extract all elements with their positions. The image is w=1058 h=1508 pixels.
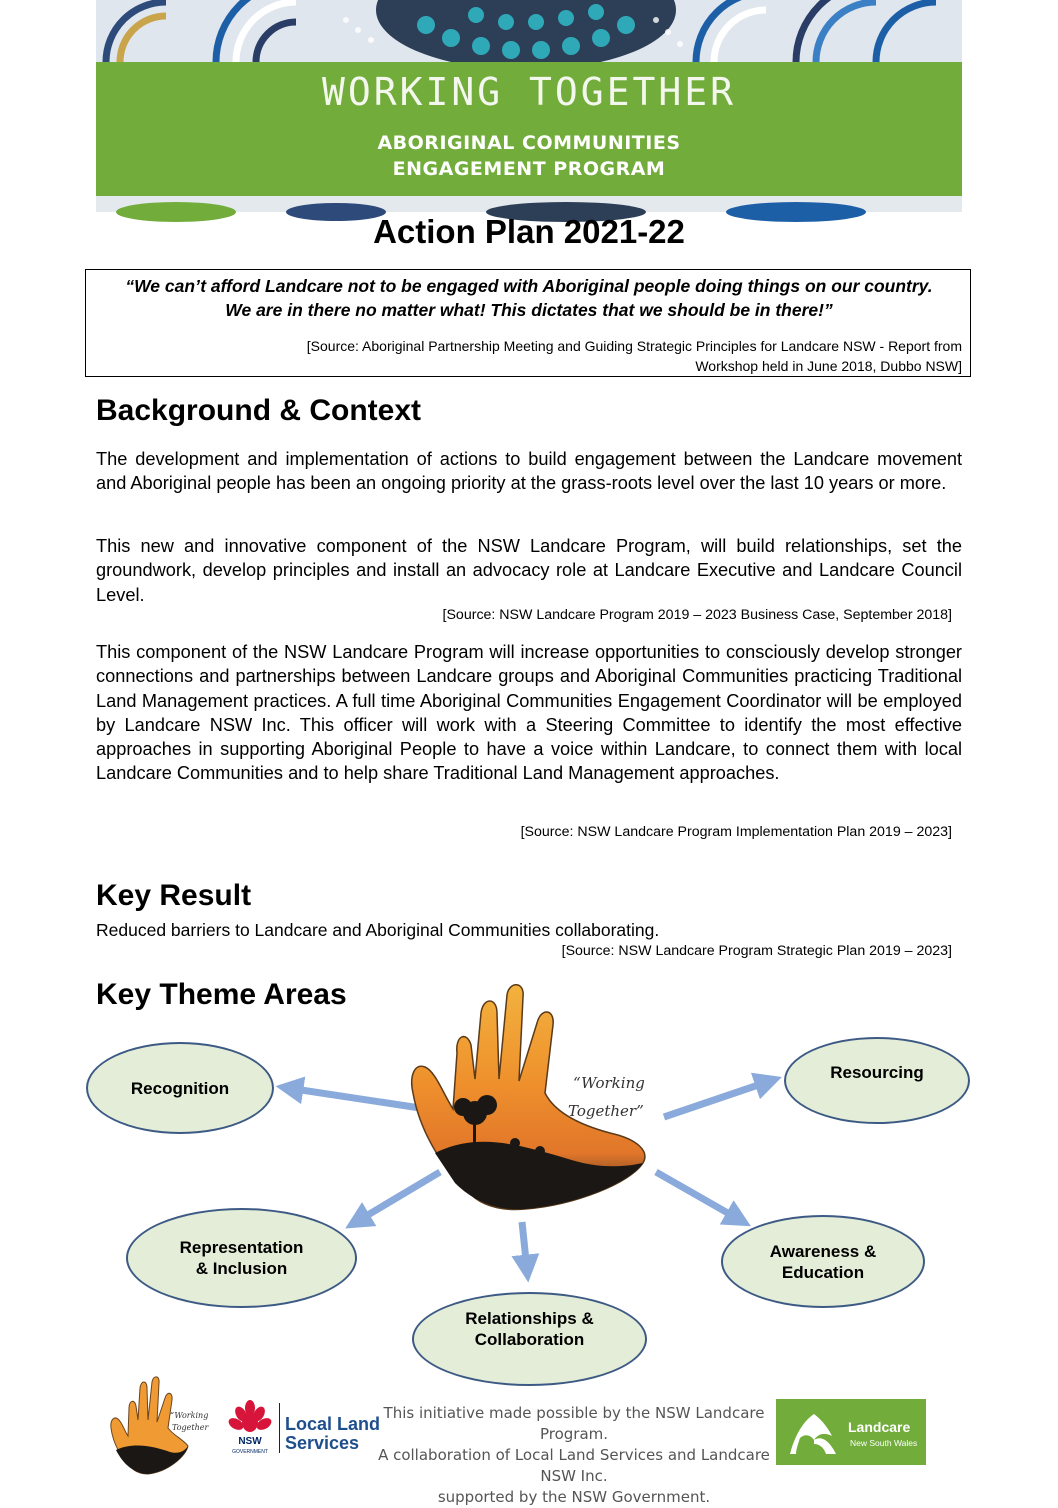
- key-result-source: [Source: NSW Landcare Program Strategic Plan 2019 – 2023]: [561, 943, 952, 959]
- theme-resourcing: [784, 1037, 970, 1124]
- svg-text:“Working: “Working: [170, 1411, 209, 1420]
- quote-text: “We can’t afford Landcare not to be engaged with Aboriginal people doing things on our country. We are in there no matter what! This dictates that we should be in there!”: [125, 276, 933, 320]
- arrow-to-awareness: [656, 1172, 740, 1220]
- background-heading: Background & Context: [96, 394, 422, 427]
- logo-divider: [279, 1403, 280, 1453]
- banner-title: WORKING TOGETHER: [321, 70, 737, 114]
- working-together-logo: [108, 1374, 209, 1476]
- key-result-text: Reduced barriers to Landcare and Aboriginal Communities collaborating.: [96, 920, 660, 940]
- theme-representation-label: Representation & Inclusion: [179, 1238, 304, 1278]
- footer-acknowledgement: [370, 1403, 778, 1508]
- quote-source: [Source: Aboriginal Partnership Meeting and Guiding Strategic Principles for Landcare NSW - Report from Workshop held in June 2018, Dubbo NSW]: [306, 338, 962, 374]
- banner-subtitle-line2: ENGAGEMENT PROGRAM: [392, 158, 666, 180]
- working-together-hand-image: [405, 983, 657, 1217]
- theme-relationships-collaboration: [412, 1292, 647, 1386]
- hand-caption-line2: Together”: [568, 1102, 644, 1120]
- lls-line2: Services: [285, 1433, 360, 1453]
- nsw-label: NSW: [238, 1436, 262, 1447]
- aboriginal-dot-art-top: [96, 0, 962, 62]
- background-source-2: [Source: NSW Landcare Program Implementation Plan 2019 – 2023]: [520, 824, 952, 840]
- quote-box: [85, 269, 971, 377]
- hand-caption-line1: “Working: [573, 1074, 645, 1092]
- theme-awareness-education: [721, 1215, 925, 1308]
- banner-subtitle-line1: ABORIGINAL COMMUNITIES: [377, 132, 681, 154]
- header-banner: [96, 0, 962, 212]
- background-paragraph-2: This new and innovative component of the NSW Landcare Program, will build relationships, set the groundwork, develop principles and install an advocacy role at Landcare Executive and Landcare Council Level.: [96, 536, 962, 605]
- landcare-state: New South Wales: [850, 1438, 918, 1448]
- background-source-1: [Source: NSW Landcare Program 2019 – 2023 Business Case, September 2018]: [442, 607, 952, 623]
- theme-resourcing-label: Resourcing: [830, 1063, 924, 1082]
- arrow-to-resourcing: [664, 1081, 770, 1117]
- key-result-heading: Key Result: [96, 879, 252, 912]
- arrow-to-relationships: [522, 1222, 527, 1270]
- landcare-hands-icon: [786, 1410, 842, 1456]
- lls-line1: Local Land: [285, 1414, 381, 1434]
- footer-line1: This initiative made possible by the NSW Landcare Program.: [383, 1404, 765, 1443]
- key-themes-heading: Key Theme Areas: [96, 978, 347, 1011]
- page-title: Action Plan 2021-22: [373, 213, 685, 250]
- footer-line3: supported by the NSW Government.: [437, 1488, 711, 1506]
- footer-line2: A collaboration of Local Land Services and Landcare NSW Inc.: [378, 1446, 770, 1485]
- nsw-waratah-icon: [226, 1400, 274, 1456]
- theme-representation-inclusion: [126, 1208, 357, 1308]
- background-paragraph-3: This component of the NSW Landcare Program will increase opportunities to consciously develop stronger connections and partnerships between Landcare groups and Aboriginal Communities practicing Traditional Land Management practices. A full time Aboriginal Communities Engagement Coordinator will be employed by Landcare NSW Inc. This officer will work with a Steering Committee to identify the most effective approaches in supporting Aboriginal People to have a voice within Landcare, to connect them with local Landcare Communities and to help share Traditional Land Management approaches.: [96, 642, 962, 784]
- local-land-services-logo: [285, 1415, 380, 1453]
- aboriginal-dot-art-bottom: [96, 196, 962, 212]
- svg-text:Together: Together: [172, 1423, 209, 1432]
- nsw-government-label: GOVERNMENT: [232, 1449, 268, 1455]
- background-paragraph-1: The development and implementation of actions to build engagement between the Landcare movement and Aboriginal people has been an ongoing priority at the grass-roots level over the last 10 years or more.: [96, 449, 962, 494]
- theme-recognition-label: Recognition: [130, 1078, 230, 1098]
- theme-relationships-label: Relationships & Collaboration: [465, 1309, 594, 1349]
- theme-recognition: [86, 1042, 274, 1134]
- arrow-to-recognition: [288, 1088, 420, 1108]
- theme-awareness-label: Awareness & Education: [769, 1241, 877, 1282]
- landcare-name: Landcare: [848, 1419, 911, 1435]
